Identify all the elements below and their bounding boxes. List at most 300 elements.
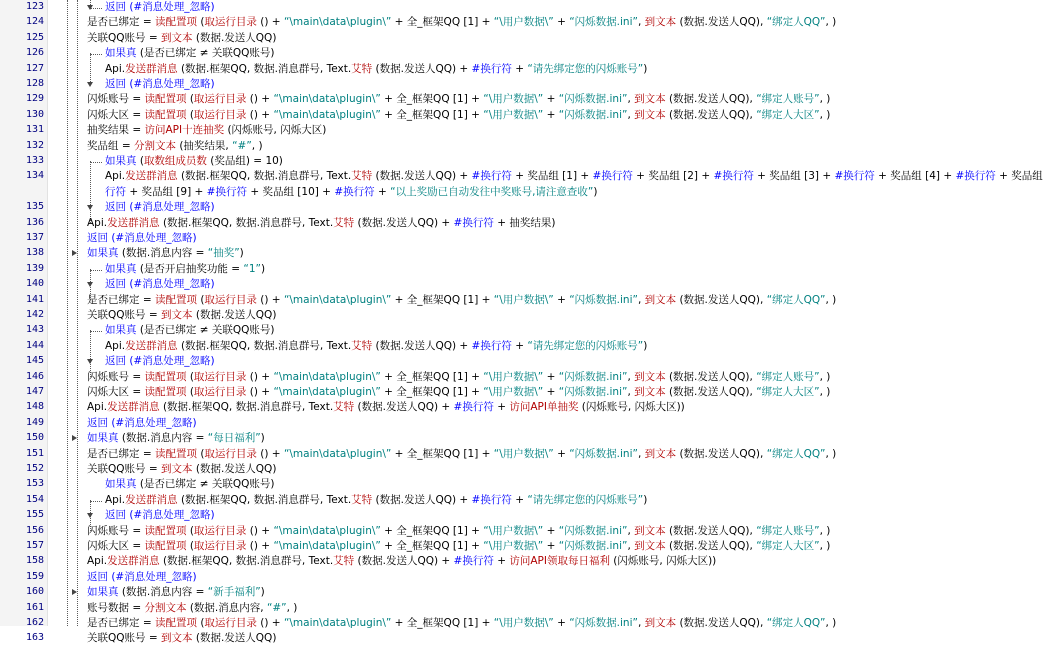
code-token-str: “\main\data\plugin\”: [283, 293, 392, 306]
code-token-def: (是否开启抽奖功能 =: [136, 262, 244, 275]
line-number: 140: [25, 278, 44, 290]
code-text: [87, 617, 836, 630]
code-token-def: + 奖品组 [9] +: [126, 185, 207, 198]
code-token-def: (数据.发送人QQ) +: [354, 555, 454, 568]
line-number: 124: [25, 16, 44, 28]
code-token-def: (数据.发送人QQ): [192, 309, 277, 321]
code-token-kw: 返回: [105, 1, 126, 13]
code-text: [87, 232, 197, 245]
code-token-def: () +: [246, 524, 274, 537]
code-token-def: 闪烁大区 =: [87, 108, 145, 121]
code-token-def: (: [196, 293, 205, 306]
code-token-fn: 到文本: [161, 309, 193, 321]
code-token-def: (: [186, 524, 194, 537]
code-token-str: “\main\data\plugin\”: [273, 370, 381, 383]
code-token-fn: 到文本: [644, 447, 677, 460]
line-number: 127: [25, 62, 44, 74]
code-token-fn: 访问API领取每日福利: [509, 555, 610, 568]
code-line[interactable]: [0, 508, 1063, 523]
code-token-str: “绑定人大区”: [756, 108, 820, 121]
code-token-def: ): [260, 586, 265, 599]
code-token-def: 闪烁大区 =: [87, 386, 145, 398]
code-token-def: (数据.框架QQ, 数据.消息群号, Text.: [177, 170, 352, 183]
line-number: 162: [25, 617, 44, 628]
code-token-def: , ): [819, 524, 831, 537]
line-number: 123: [25, 1, 44, 12]
code-token-def: , ): [819, 93, 831, 106]
code-line[interactable]: [0, 169, 1063, 184]
code-text: [105, 186, 597, 199]
code-token-str: “\用户数据\”: [483, 540, 544, 552]
code-token-fn: 到文本: [634, 370, 666, 383]
code-token-fn: 读配置项: [154, 16, 197, 29]
code-token-kw: 如果真: [87, 247, 119, 260]
code-token-str: “闪烁数据.ini”: [558, 93, 628, 106]
code-text: [87, 586, 265, 599]
code-token-def: Api.: [105, 493, 126, 506]
code-line[interactable]: [0, 123, 1063, 138]
code-text: [105, 78, 215, 91]
code-line[interactable]: [0, 554, 1063, 569]
code-text: [87, 602, 297, 615]
code-token-fn: 读配置项: [144, 386, 187, 398]
line-number: 149: [25, 416, 44, 428]
code-token-def: ,: [627, 93, 635, 106]
code-token-def: , ): [825, 293, 837, 306]
code-token-kw: (#消息处理_忽略): [126, 201, 215, 214]
code-token-def: Api.: [87, 401, 108, 414]
code-token-str: “闪烁数据.ini”: [558, 108, 628, 121]
code-line[interactable]: [0, 139, 1063, 154]
code-token-kw: (#消息处理_忽略): [108, 232, 197, 244]
code-text: [87, 448, 836, 461]
code-token-def: +: [553, 447, 570, 460]
code-token-fn: 取运行目录: [193, 93, 247, 106]
code-token-str: “绑定人账号”: [756, 370, 820, 383]
code-token-str: “闪烁数据.ini”: [569, 16, 638, 29]
code-token-def: , ): [819, 386, 831, 398]
code-token-def: (数据.消息内容 =: [118, 432, 208, 445]
code-token-kw: 如果真: [105, 155, 137, 167]
code-text: [87, 109, 830, 122]
code-text: [105, 47, 275, 60]
code-token-str: “抽奖”: [207, 247, 240, 260]
code-token-def: + 全_框架QQ [1] +: [380, 524, 484, 537]
code-token-def: () +: [246, 108, 274, 121]
code-token-fn: 到文本: [161, 31, 193, 44]
code-token-def: + 全_框架QQ [1] +: [380, 386, 484, 398]
code-line[interactable]: [0, 108, 1063, 123]
code-token-def: , ): [825, 16, 837, 29]
line-number: 147: [25, 386, 44, 397]
code-token-def: Api.: [105, 339, 126, 352]
code-token-str: “闪烁数据.ini”: [558, 524, 628, 537]
code-line[interactable]: [0, 277, 1063, 292]
code-line[interactable]: [0, 185, 1063, 200]
code-line[interactable]: [0, 62, 1063, 77]
code-token-fn: 读配置项: [144, 108, 187, 121]
code-token-def: (抽奖结果,: [175, 139, 233, 152]
line-number: 143: [25, 324, 44, 336]
code-token-def: +: [553, 293, 570, 306]
code-text: [105, 155, 283, 168]
code-token-def: +: [493, 401, 510, 414]
line-number: 159: [25, 570, 44, 582]
code-token-def: ): [260, 262, 266, 275]
code-token-kw: #换行符: [713, 170, 754, 183]
code-token-kw: (#消息处理_忽略): [126, 1, 215, 13]
code-line[interactable]: [0, 616, 1063, 631]
code-token-str: “\用户数据\”: [483, 93, 544, 106]
code-token-str: “\main\data\plugin\”: [273, 524, 381, 537]
code-token-def: (闪烁账号, 闪烁大区)): [578, 401, 685, 414]
code-token-def: (: [136, 155, 144, 167]
line-number: 146: [25, 370, 44, 382]
code-token-def: + 抽奖结果): [493, 216, 556, 229]
code-line[interactable]: [0, 293, 1063, 308]
code-token-kw: (#消息处理_忽略): [126, 509, 215, 522]
code-text: [87, 525, 830, 538]
code-token-kw: (#消息处理_忽略): [108, 416, 197, 429]
code-token-def: ,: [637, 617, 645, 629]
code-token-str: “以上奖励已自动发往中奖账号,请注意查收”: [390, 185, 594, 198]
code-line[interactable]: [0, 431, 1063, 446]
code-token-kw: #换行符: [334, 185, 375, 198]
code-token-str: “绑定人账号”: [756, 524, 820, 537]
code-token-def: +: [543, 540, 559, 552]
line-number: 163: [25, 632, 44, 644]
code-token-def: (数据.发送人QQ),: [665, 93, 757, 106]
line-number: 148: [25, 401, 44, 413]
code-token-def: (数据.发送人QQ),: [676, 293, 767, 306]
code-token-def: +: [543, 386, 559, 398]
code-token-kw: 返回: [105, 509, 126, 522]
code-token-def: +: [543, 93, 559, 106]
code-token-def: (数据.框架QQ, 数据.消息群号, Text.: [177, 62, 352, 75]
code-line[interactable]: [0, 400, 1063, 415]
code-line[interactable]: [0, 200, 1063, 215]
line-number: 141: [25, 293, 44, 305]
code-token-fn: 到文本: [644, 617, 677, 629]
code-text: [87, 140, 263, 153]
code-token-str: “\main\data\plugin\”: [283, 617, 392, 629]
code-token-def: (数据.发送人QQ),: [676, 617, 767, 629]
line-number: 125: [25, 31, 44, 43]
code-token-def: +: [543, 108, 559, 121]
code-token-kw: 如果真: [105, 47, 137, 60]
code-token-def: (数据.发送人QQ) +: [354, 216, 454, 229]
code-token-str: “绑定人QQ”: [766, 617, 826, 629]
code-token-str: “闪烁数据.ini”: [558, 370, 628, 383]
line-number: 155: [25, 509, 44, 521]
code-token-str: “闪烁数据.ini”: [558, 540, 628, 552]
code-token-kw: #换行符: [453, 216, 494, 229]
code-token-fn: 取运行目录: [204, 617, 257, 629]
code-token-def: + 奖品组 [10] +: [246, 185, 335, 198]
code-token-def: () +: [246, 540, 274, 552]
code-line[interactable]: [0, 477, 1063, 492]
code-token-def: (: [196, 16, 205, 29]
code-text: [87, 417, 197, 430]
code-token-fn: 取运行目录: [193, 386, 247, 398]
code-token-def: (: [196, 447, 205, 460]
code-token-str: “\用户数据\”: [493, 293, 554, 306]
code-token-def: + 全_框架QQ [1] +: [391, 16, 494, 29]
code-line[interactable]: [0, 462, 1063, 477]
code-line[interactable]: [0, 154, 1063, 169]
code-line[interactable]: [0, 416, 1063, 431]
code-token-def: (是否已绑定 ≠ 关联QQ账号): [136, 324, 275, 337]
code-text: [87, 93, 830, 106]
code-token-def: (: [196, 617, 205, 629]
code-token-fn: 读配置项: [154, 447, 197, 460]
line-number: 128: [25, 78, 44, 89]
code-line[interactable]: [0, 385, 1063, 400]
code-token-kw: 返回: [87, 570, 108, 583]
code-token-def: (闪烁账号, 闪烁大区)): [609, 555, 717, 568]
code-text: [87, 217, 555, 230]
code-token-def: 奖品组 =: [87, 139, 134, 152]
code-text: [105, 478, 275, 491]
code-token-kw: 如果真: [87, 586, 119, 599]
code-line[interactable]: [0, 323, 1063, 338]
code-token-kw: (#消息处理_忽略): [126, 355, 215, 368]
code-token-kw: 行符: [105, 185, 126, 198]
code-line[interactable]: [0, 262, 1063, 277]
code-token-kw: 返回: [105, 78, 126, 90]
code-token-str: “\用户数据\”: [483, 108, 544, 121]
code-token-def: (数据.发送人QQ),: [676, 447, 767, 460]
line-number: 151: [25, 447, 44, 459]
code-line[interactable]: [0, 601, 1063, 616]
code-token-fn: 到文本: [634, 386, 666, 398]
code-token-def: ): [643, 493, 648, 506]
code-token-def: () +: [246, 93, 274, 106]
code-token-def: (: [186, 93, 194, 106]
code-text: [87, 432, 265, 445]
code-token-def: (数据.框架QQ, 数据.消息群号, Text.: [159, 216, 334, 229]
code-token-def: (数据.发送人QQ),: [665, 524, 757, 537]
code-token-def: (数据.发送人QQ): [192, 463, 277, 475]
code-token-fn: 访问API十连抽奖: [144, 124, 225, 137]
code-token-kw: #换行符: [206, 185, 247, 198]
code-text: [87, 371, 830, 384]
code-token-def: (数据.发送人QQ) +: [354, 401, 454, 414]
code-token-fn: 发送群消息: [125, 493, 178, 506]
code-token-def: () +: [256, 293, 284, 306]
code-token-def: + 全_框架QQ [1] +: [380, 108, 484, 121]
code-token-def: , ): [825, 447, 837, 460]
line-number: 161: [25, 601, 44, 613]
code-text: [87, 294, 836, 307]
code-token-def: (数据.框架QQ, 数据.消息群号, Text.: [159, 401, 334, 414]
code-token-str: “新手福利”: [207, 586, 261, 599]
code-token-def: (数据.框架QQ, 数据.消息群号, Text.: [177, 339, 352, 352]
code-token-def: ,: [627, 540, 635, 552]
line-number: 158: [25, 555, 44, 567]
code-text: [105, 63, 647, 76]
code-token-def: + 奖品组 [3] +: [753, 170, 835, 183]
code-token-fn: 读配置项: [144, 93, 187, 106]
code-text: [105, 509, 215, 522]
code-token-kw: 如果真: [87, 432, 119, 445]
code-token-def: 闪烁账号 =: [87, 370, 145, 383]
code-token-str: “闪烁数据.ini”: [558, 386, 628, 398]
code-token-def: ): [260, 432, 265, 445]
code-line[interactable]: [0, 524, 1063, 539]
code-token-def: , ): [819, 108, 831, 121]
code-token-fn: 读配置项: [144, 540, 187, 552]
code-line[interactable]: [0, 539, 1063, 554]
code-line[interactable]: [0, 570, 1063, 585]
code-token-fn: 艾特: [351, 339, 373, 352]
code-token-kw: (#消息处理_忽略): [126, 78, 215, 90]
line-number: 133: [25, 155, 44, 166]
line-number: 156: [25, 524, 44, 536]
line-number: 130: [25, 108, 44, 120]
code-token-fn: 发送群消息: [107, 401, 160, 414]
line-number: 134: [25, 170, 44, 182]
code-line[interactable]: [0, 493, 1063, 508]
code-token-def: , ): [286, 601, 298, 614]
code-line[interactable]: [0, 31, 1063, 46]
code-token-kw: 返回: [105, 278, 126, 291]
code-text: [105, 263, 265, 276]
code-token-def: 闪烁账号 =: [87, 524, 145, 537]
code-token-str: “\main\data\plugin\”: [273, 386, 381, 398]
code-line[interactable]: [0, 216, 1063, 231]
code-token-def: ,: [637, 447, 645, 460]
code-token-def: () +: [246, 370, 274, 383]
code-text: [105, 355, 215, 368]
code-token-def: (数据.发送人QQ) +: [372, 62, 472, 75]
code-token-fn: 艾特: [351, 170, 373, 183]
code-token-def: + 全_框架QQ [1] +: [380, 370, 484, 383]
line-number: 153: [25, 478, 44, 490]
code-token-def: 是否已绑定 =: [87, 617, 155, 629]
code-token-def: + 全_框架QQ [1] +: [391, 293, 494, 306]
code-token-kw: 返回: [87, 416, 108, 429]
code-line[interactable]: [0, 246, 1063, 261]
code-token-str: “\main\data\plugin\”: [273, 108, 381, 121]
code-token-str: “绑定人QQ”: [766, 293, 826, 306]
code-token-str: “闪烁数据.ini”: [569, 293, 638, 306]
code-line[interactable]: [0, 354, 1063, 369]
code-text: [87, 32, 276, 45]
code-token-def: () +: [256, 447, 284, 460]
code-token-str: “#”: [232, 139, 252, 152]
code-token-kw: 如果真: [105, 478, 137, 491]
code-token-fn: 到文本: [634, 540, 666, 552]
code-token-def: +: [553, 16, 570, 29]
code-token-kw: #换行符: [471, 170, 512, 183]
code-token-fn: 分割文本: [144, 601, 187, 614]
code-token-def: + 奖品组: [995, 170, 1043, 183]
code-token-def: (: [186, 540, 194, 552]
code-token-str: “请先绑定您的闪烁账号”: [527, 493, 644, 506]
code-token-def: + 奖品组 [2] +: [632, 170, 714, 183]
code-token-def: 抽奖结果 =: [87, 124, 145, 137]
line-number: 137: [25, 232, 44, 243]
code-token-def: (闪烁账号, 闪烁大区): [224, 124, 327, 137]
line-number: 138: [25, 247, 44, 259]
code-token-def: +: [511, 493, 528, 506]
code-token-kw: 如果真: [105, 262, 137, 275]
code-line[interactable]: [0, 231, 1063, 246]
code-token-str: “绑定人QQ”: [766, 16, 826, 29]
code-token-kw: #换行符: [955, 170, 996, 183]
code-token-def: (: [186, 370, 194, 383]
code-line[interactable]: [0, 46, 1063, 61]
code-token-fn: 访问API单抽奖: [509, 401, 579, 414]
code-token-fn: 读配置项: [154, 617, 197, 629]
code-token-str: “请先绑定您的闪烁账号”: [527, 339, 644, 352]
code-token-def: + 奖品组 [1] +: [511, 170, 593, 183]
code-line[interactable]: [0, 631, 1063, 646]
code-text: [87, 386, 830, 399]
code-token-fn: 取运行目录: [204, 16, 257, 29]
code-token-def: +: [543, 370, 559, 383]
code-token-str: “\用户数据\”: [493, 447, 554, 460]
code-token-def: ,: [627, 370, 635, 383]
code-line[interactable]: [0, 92, 1063, 107]
code-token-def: , ): [251, 139, 263, 152]
line-number: 142: [25, 309, 44, 320]
code-token-def: +: [543, 524, 559, 537]
code-token-str: “请先绑定您的闪烁账号”: [527, 62, 644, 75]
code-token-kw: (#消息处理_忽略): [108, 570, 197, 583]
code-line[interactable]: [0, 77, 1063, 92]
code-token-def: (数据.发送人QQ): [192, 632, 277, 645]
code-token-kw: (#消息处理_忽略): [126, 278, 215, 291]
code-token-def: +: [553, 617, 570, 629]
code-token-str: “\用户数据\”: [483, 386, 544, 398]
code-text: [105, 201, 215, 214]
code-token-fn: 艾特: [351, 493, 373, 506]
code-token-def: ,: [637, 293, 645, 306]
code-text: [87, 16, 836, 29]
code-line[interactable]: [0, 0, 1063, 15]
code-line[interactable]: [0, 339, 1063, 354]
line-number: 157: [25, 540, 44, 551]
code-token-def: (数据.发送人QQ) +: [372, 339, 472, 352]
code-line[interactable]: [0, 15, 1063, 30]
code-token-def: ): [643, 62, 648, 75]
code-token-fn: 读配置项: [154, 293, 197, 306]
code-token-def: 关联QQ账号 =: [87, 309, 162, 321]
code-token-str: “\用户数据\”: [483, 370, 544, 383]
line-number: 131: [25, 124, 44, 136]
code-token-str: “\用户数据\”: [483, 524, 544, 537]
code-token-str: “绑定人大区”: [756, 386, 820, 398]
code-token-def: , ): [825, 617, 837, 629]
code-token-def: (: [186, 386, 194, 398]
code-text: [87, 555, 716, 568]
code-token-fn: 发送群消息: [107, 216, 160, 229]
code-token-kw: #换行符: [592, 170, 633, 183]
code-line[interactable]: [0, 585, 1063, 600]
code-token-fn: 发送群消息: [125, 339, 178, 352]
code-line[interactable]: [0, 308, 1063, 323]
code-text: [105, 324, 275, 337]
code-line[interactable]: [0, 447, 1063, 462]
code-token-str: “每日福利”: [207, 432, 261, 445]
code-token-def: +: [374, 185, 391, 198]
code-line[interactable]: [0, 370, 1063, 385]
code-token-def: (是否已绑定 ≠ 关联QQ账号): [136, 47, 275, 60]
code-token-def: (: [186, 108, 194, 121]
code-token-def: +: [493, 555, 510, 568]
